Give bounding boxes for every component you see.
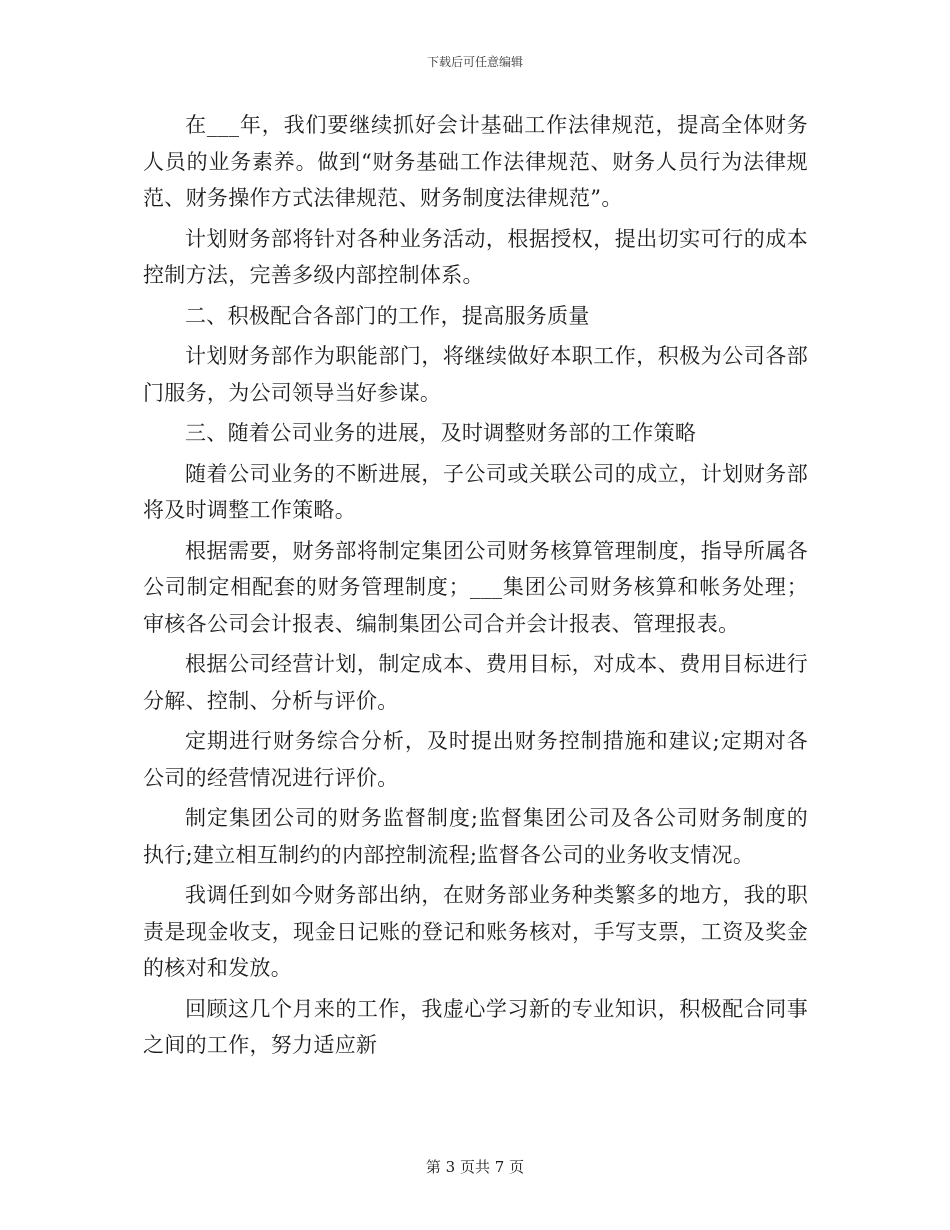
paragraph: 随着公司业务的不断进展，子公司或关联公司的成立，计划财务部将及时调整工作策略。 <box>143 461 808 522</box>
paragraph: 根据公司经营计划，制定成本、费用目标，对成本、费用目标进行分解、控制、分析与评价。 <box>143 652 808 713</box>
paragraph: 在___年，我们要继续抓好会计基础工作法律规范，提高全体财务人员的业务素养。做到“财务基础工作法律规范、财务人员行为法律规范、财务操作方式法律规范、财务制度法律规范”。 <box>143 113 808 210</box>
document-body <box>143 107 808 1068</box>
paragraph: 计划财务部将针对各种业务活动，根据授权，提出切实可行的成本控制方法，完善多级内部控制体系。 <box>143 226 808 287</box>
paragraph: 根据需要，财务部将制定集团公司财务核算管理制度，指导所属各公司制定相配套的财务管理制度；___集团公司财务核算和帐务处理；审核各公司会计报表、编制集团公司合并会计报表、管理报表。 <box>143 538 808 636</box>
page-header-note: 下载后可任意编辑 <box>426 55 523 69</box>
paragraph: 制定集团公司的财务监督制度;监督集团公司及各公司财务制度的执行;建立相互制约的内部控制流程;监督各公司的业务收支情况。 <box>143 806 808 867</box>
page-number: 第 3 页共 7 页 <box>425 1158 525 1176</box>
section-heading: 三、随着公司业务的进展，及时调整财务部的工作策略 <box>185 421 697 445</box>
paragraph: 我调任到如今财务部出纳，在财务部业务种类繁多的地方，我的职责是现金收支，现金日记账的登记和账务核对，手写支票，工资及奖金的核对和发放。 <box>143 883 808 980</box>
paragraph: 计划财务部作为职能部门，将继续做好本职工作，积极为公司各部门服务，为公司领导当好参谋。 <box>143 344 808 405</box>
paragraph: 回顾这几个月来的工作，我虚心学习新的专业知识，积极配合同事之间的工作，努力适应新 <box>143 996 808 1057</box>
section-heading: 二、积极配合各部门的工作，提高服务质量 <box>185 303 590 328</box>
paragraph: 定期进行财务综合分析，及时提出财务控制措施和建议;定期对各公司的经营情况进行评价。 <box>143 729 808 790</box>
